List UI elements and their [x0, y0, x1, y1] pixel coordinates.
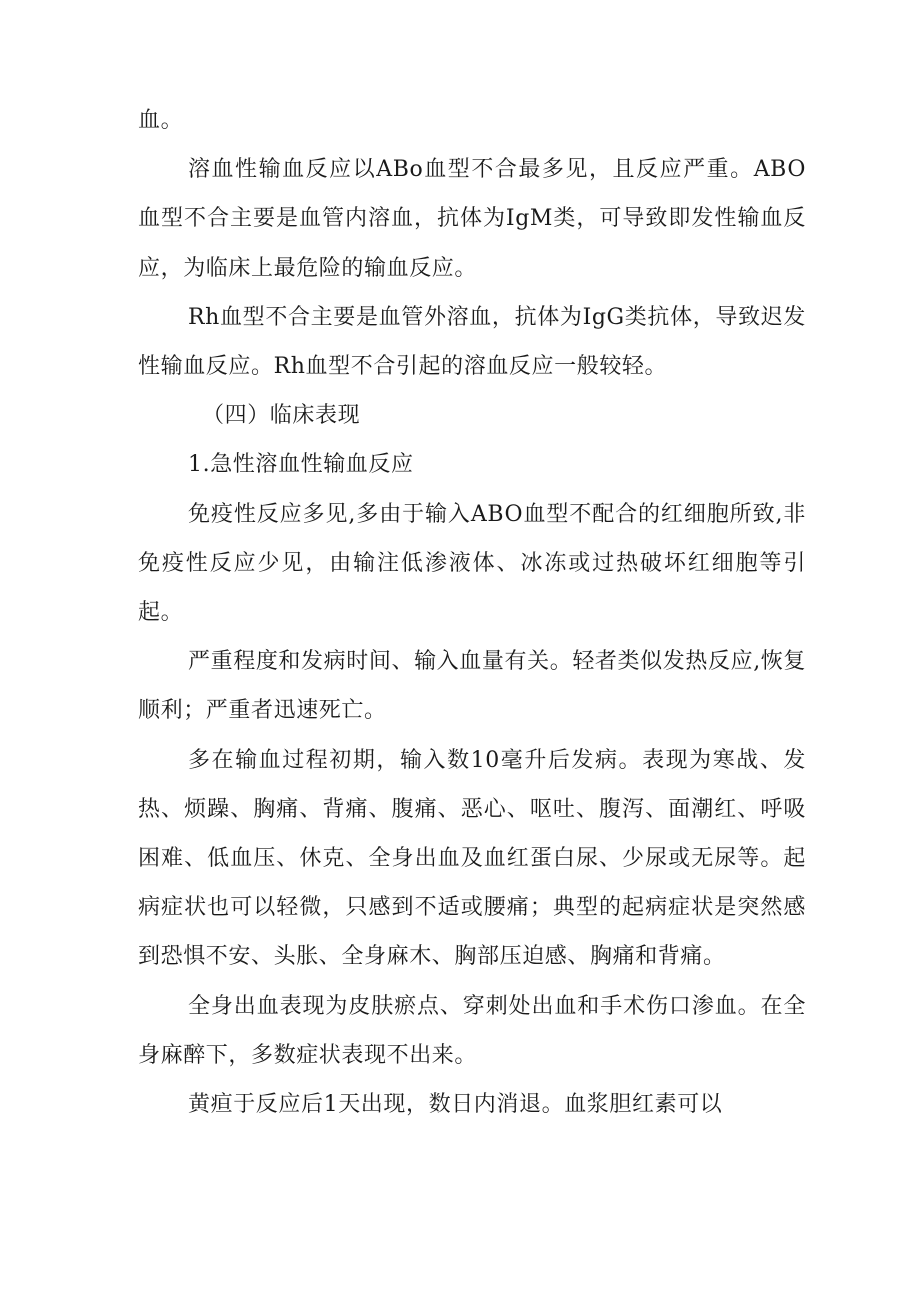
paragraph-symptoms: 多在输血过程初期，输入数10毫升后发病。表现为寒战、发热、烦躁、胸痛、背痛、腹痛、恶心、呕吐、腹泻、面潮红、呼吸困难、低血压、休克、全身出血及血红蛋白尿、少尿或无尿等。起病症状也可以轻微，只感到不适或腰痛；典型的起病症状是突然感到恐惧不安、头胀、全身麻木、胸部压迫感、胸痛和背痛。	[138, 747, 806, 970]
subsection-heading-acute: 1.急性溶血性输血反应	[188, 452, 414, 478]
paragraph-immune: 免疫性反应多见,多由于输入ABO血型不配合的红细胞所致,非免疫性反应少见，由输注低渗液体、冰冻或过热破坏红细胞等引起。	[138, 501, 806, 626]
paragraph-jaundice: 黄疸于反应后1天出现，数日内消退。血浆胆红素可以	[188, 1092, 723, 1118]
section-heading-clinical: （四）临床表现	[202, 403, 361, 429]
paragraph-continuation: 血。	[138, 108, 184, 133]
document-body	[138, 96, 806, 1129]
paragraph-hemolytic-abo: 溶血性输血反应以ABo血型不合最多见，且反应严重。ABO血型不合主要是血管内溶血，抗体为IgM类，可导致即发性输血反应，为临床上最危险的输血反应。	[138, 157, 806, 281]
paragraph-severity: 严重程度和发病时间、输入血量有关。轻者类似发热反应,恢复顺利；严重者迅速死亡。	[138, 649, 806, 724]
paragraph-rh: Rh血型不合主要是血管外溶血，抗体为IgG类抗体，导致迟发性输血反应。Rh血型不合引起的溶血反应一般较轻。	[138, 304, 806, 380]
paragraph-bleeding: 全身出血表现为皮肤瘀点、穿刺处出血和手术伤口渗血。在全身麻醉下，多数症状表现不出来。	[138, 993, 806, 1068]
